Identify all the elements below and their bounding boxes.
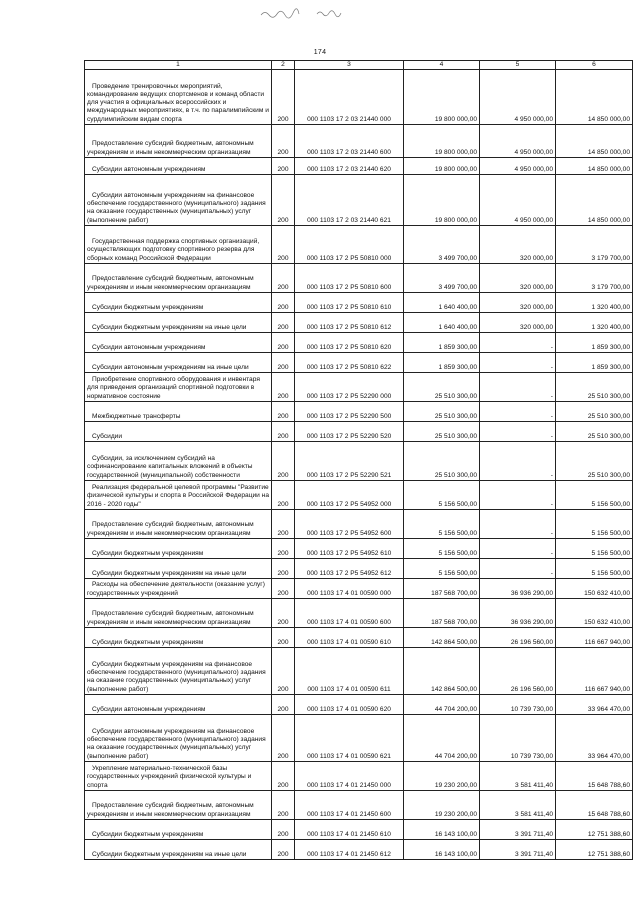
row-name-text: Субсидии автономным учреждениям	[92, 705, 206, 713]
row-column2-cell: 200	[272, 481, 295, 510]
row-column5-value: 320 000,00	[480, 293, 556, 313]
row-column5-value: 10 739 730,00	[480, 715, 556, 762]
column-header: 1	[85, 61, 272, 70]
row-column6-value: 5 156 500,00	[556, 481, 633, 510]
row-column2-cell: 200	[272, 333, 295, 353]
row-code-cell: 000 1103 17 2 03 21440 621	[295, 175, 404, 226]
row-name-text: Субсидии бюджетным учреждениям на иные цели	[92, 850, 247, 858]
row-column6-value: 25 510 300,00	[556, 422, 633, 442]
row-name-cell	[85, 840, 272, 860]
row-name-cell	[85, 353, 272, 373]
row-name-cell	[85, 579, 272, 599]
row-column2-cell: 200	[272, 125, 295, 158]
row-code-cell: 000 1103 17 4 01 00590 620	[295, 695, 404, 715]
row-name-cell	[85, 648, 272, 695]
row-column5-value: 26 196 560,00	[480, 628, 556, 648]
row-name-cell	[85, 333, 272, 353]
row-name-text: Субсидии бюджетным учреждениям на иные цели	[92, 323, 247, 331]
row-column5-value: -	[480, 442, 556, 481]
row-code-cell: 000 1103 17 4 01 21450 610	[295, 820, 404, 840]
row-code-cell: 000 1103 17 2 03 21440 600	[295, 125, 404, 158]
row-column6-value: 1 859 300,00	[556, 333, 633, 353]
table-row	[85, 762, 633, 791]
row-column4-value: 19 230 200,00	[404, 762, 480, 791]
table-row	[85, 293, 633, 313]
row-column2-cell: 200	[272, 599, 295, 628]
row-name-cell	[85, 695, 272, 715]
table-row	[85, 175, 633, 226]
row-column5-value: -	[480, 333, 556, 353]
row-name-text: Реализация федеральной целевой программы "Развитие физической культуры и спорта в Российской Федерации на 2016 - 2020 годы"	[87, 484, 269, 508]
row-name-text: Субсидии автономным учреждениям	[92, 343, 206, 351]
column-number-header-row	[85, 61, 633, 70]
row-code-cell: 000 1103 17 4 01 00590 600	[295, 599, 404, 628]
row-column4-value: 3 499 700,00	[404, 226, 480, 264]
row-column5-value: 36 936 290,00	[480, 579, 556, 599]
row-name-text: Субсидии бюджетным учреждениям	[92, 303, 204, 311]
row-name-text: Субсидии, за исключением субсидий на софинансирование капитальных вложений в объекты государственной (муниципальной) собственности	[87, 455, 253, 479]
row-column5-value: 4 950 000,00	[480, 70, 556, 125]
row-name-cell	[85, 264, 272, 293]
row-column4-value: 19 800 000,00	[404, 175, 480, 226]
row-name-text: Субсидии бюджетным учреждениям	[92, 830, 204, 838]
row-column6-value: 1 320 400,00	[556, 293, 633, 313]
row-name-cell	[85, 539, 272, 559]
row-column5-value: 4 950 000,00	[480, 158, 556, 175]
table-row	[85, 559, 633, 579]
row-column4-value: 1 640 400,00	[404, 293, 480, 313]
row-column5-value: -	[480, 422, 556, 442]
row-column2-cell: 200	[272, 353, 295, 373]
row-code-cell: 000 1103 17 2 P5 50810 600	[295, 264, 404, 293]
table-row	[85, 599, 633, 628]
row-column5-value: -	[480, 481, 556, 510]
row-name-cell	[85, 510, 272, 539]
row-column2-cell: 200	[272, 648, 295, 695]
row-code-cell: 000 1103 17 4 01 00590 000	[295, 579, 404, 599]
row-column6-value: 1 859 300,00	[556, 353, 633, 373]
row-name-text: Предоставление субсидий бюджетным, автономным учреждениям и иным некоммерческим организациям	[87, 802, 254, 818]
row-column4-value: 5 156 500,00	[404, 510, 480, 539]
row-column6-value: 33 964 470,00	[556, 695, 633, 715]
row-column4-value: 16 143 100,00	[404, 820, 480, 840]
row-name-text: Проведение тренировочных мероприятий, командирование ведущих спортсменов и команд области для участия в официальных всероссийских и международных мероприятиях, в т.ч. по паралимпийским и сурдлимпийским видам спорта	[87, 82, 269, 123]
row-column6-value: 33 964 470,00	[556, 715, 633, 762]
row-column5-value: -	[480, 510, 556, 539]
row-column2-cell: 200	[272, 313, 295, 333]
row-name-cell	[85, 791, 272, 820]
row-column2-cell: 200	[272, 539, 295, 559]
row-column6-value: 25 510 300,00	[556, 373, 633, 402]
row-name-text: Государственная поддержка спортивных организаций, осуществляющих подготовку спортивного резерва для сборных команд Российской Федерации	[87, 238, 260, 262]
row-name-cell	[85, 313, 272, 333]
table-row	[85, 840, 633, 860]
table-row	[85, 158, 633, 175]
row-column6-value: 14 850 000,00	[556, 158, 633, 175]
column-header: 5	[480, 61, 556, 70]
row-column2-cell: 200	[272, 422, 295, 442]
row-column6-value: 14 850 000,00	[556, 70, 633, 125]
row-column2-cell: 200	[272, 715, 295, 762]
row-name-cell	[85, 125, 272, 158]
row-column5-value: 320 000,00	[480, 226, 556, 264]
row-code-cell: 000 1103 17 2 P5 54952 000	[295, 481, 404, 510]
row-column4-value: 16 143 100,00	[404, 840, 480, 860]
table-row	[85, 791, 633, 820]
row-column5-value: 3 391 711,40	[480, 820, 556, 840]
row-column4-value: 25 510 300,00	[404, 402, 480, 422]
row-column5-value: -	[480, 559, 556, 579]
row-column2-cell: 200	[272, 175, 295, 226]
row-column4-value: 3 499 700,00	[404, 264, 480, 293]
row-column4-value: 1 859 300,00	[404, 333, 480, 353]
row-column6-value: 1 320 400,00	[556, 313, 633, 333]
column-header: 4	[404, 61, 480, 70]
table-row	[85, 402, 633, 422]
row-column4-value: 187 568 700,00	[404, 579, 480, 599]
table-body	[85, 70, 633, 860]
row-name-cell	[85, 481, 272, 510]
row-name-text: Субсидии бюджетным учреждениям	[92, 549, 204, 557]
row-code-cell: 000 1103 17 4 01 21450 600	[295, 791, 404, 820]
row-column5-value: 320 000,00	[480, 313, 556, 333]
row-column2-cell: 200	[272, 226, 295, 264]
row-name-text: Предоставление субсидий бюджетным, автономным учреждениям и иным некоммерческим организациям	[87, 275, 254, 291]
row-name-cell	[85, 70, 272, 125]
row-name-cell	[85, 293, 272, 313]
table-row	[85, 510, 633, 539]
row-column2-cell: 200	[272, 373, 295, 402]
column-header: 6	[556, 61, 633, 70]
row-code-cell: 000 1103 17 2 03 21440 620	[295, 158, 404, 175]
row-name-text: Субсидии бюджетным учреждениям на иные цели	[92, 569, 247, 577]
row-name-text: Предоставление субсидий бюджетным, автономным учреждениям и иным некоммерческим организациям	[87, 521, 254, 537]
row-column6-value: 5 156 500,00	[556, 510, 633, 539]
row-column6-value: 5 156 500,00	[556, 539, 633, 559]
row-name-cell	[85, 599, 272, 628]
table-row	[85, 264, 633, 293]
row-column4-value: 187 568 700,00	[404, 599, 480, 628]
row-column6-value: 15 648 788,60	[556, 791, 633, 820]
row-column4-value: 1 640 400,00	[404, 313, 480, 333]
row-column4-value: 19 800 000,00	[404, 70, 480, 125]
row-column4-value: 25 510 300,00	[404, 422, 480, 442]
row-column4-value: 5 156 500,00	[404, 539, 480, 559]
table-row	[85, 579, 633, 599]
row-code-cell: 000 1103 17 4 01 21450 612	[295, 840, 404, 860]
row-column5-value: 4 950 000,00	[480, 175, 556, 226]
row-column2-cell: 200	[272, 762, 295, 791]
row-column6-value: 12 751 388,60	[556, 840, 633, 860]
row-code-cell: 000 1103 17 2 P5 50810 620	[295, 333, 404, 353]
row-name-cell	[85, 715, 272, 762]
row-column4-value: 44 704 200,00	[404, 715, 480, 762]
row-code-cell: 000 1103 17 2 P5 54952 610	[295, 539, 404, 559]
row-name-text: Приобретение спортивного оборудования и инвентаря для приведения организаций спортивной подготовки в нормативное состояние	[87, 376, 260, 400]
table-row	[85, 70, 633, 125]
row-code-cell: 000 1103 17 2 P5 54952 600	[295, 510, 404, 539]
table-row	[85, 481, 633, 510]
row-column4-value: 19 230 200,00	[404, 791, 480, 820]
row-code-cell: 000 1103 17 2 P5 50810 000	[295, 226, 404, 264]
row-column5-value: 320 000,00	[480, 264, 556, 293]
row-name-cell	[85, 158, 272, 175]
row-column2-cell: 200	[272, 840, 295, 860]
row-column4-value: 25 510 300,00	[404, 442, 480, 481]
page-number: 174	[313, 49, 327, 56]
row-column2-cell: 200	[272, 510, 295, 539]
row-code-cell: 000 1103 17 4 01 00590 610	[295, 628, 404, 648]
row-column6-value: 3 179 700,00	[556, 226, 633, 264]
row-name-cell	[85, 762, 272, 791]
row-name-text: Субсидии автономным учреждениям на финансовое обеспечение государственного (муниципального) задания на оказание государственных (муниципальных) услуг (выполнение работ)	[87, 191, 266, 224]
row-column6-value: 25 510 300,00	[556, 402, 633, 422]
row-code-cell: 000 1103 17 4 01 21450 000	[295, 762, 404, 791]
row-column2-cell: 200	[272, 70, 295, 125]
table-row	[85, 353, 633, 373]
row-column2-cell: 200	[272, 559, 295, 579]
row-name-cell	[85, 226, 272, 264]
row-code-cell: 000 1103 17 2 P5 52290 521	[295, 442, 404, 481]
row-column6-value: 3 179 700,00	[556, 264, 633, 293]
row-name-cell	[85, 422, 272, 442]
row-column5-value: 3 581 411,40	[480, 762, 556, 791]
row-column6-value: 150 632 410,00	[556, 599, 633, 628]
row-code-cell: 000 1103 17 2 P5 50810 622	[295, 353, 404, 373]
row-column4-value: 19 800 000,00	[404, 158, 480, 175]
row-column4-value: 5 156 500,00	[404, 481, 480, 510]
row-column4-value: 44 704 200,00	[404, 695, 480, 715]
row-column2-cell: 200	[272, 402, 295, 422]
row-column6-value: 150 632 410,00	[556, 579, 633, 599]
row-name-cell	[85, 373, 272, 402]
table-row	[85, 373, 633, 402]
row-name-cell	[85, 628, 272, 648]
row-column6-value: 25 510 300,00	[556, 442, 633, 481]
row-name-text: Предоставление субсидий бюджетным, автономным учреждениям и иным некоммерческим организациям	[87, 140, 254, 156]
row-column2-cell: 200	[272, 293, 295, 313]
row-column5-value: -	[480, 539, 556, 559]
table-row	[85, 125, 633, 158]
row-column5-value: -	[480, 402, 556, 422]
row-name-text: Субсидии бюджетным учреждениям на финансовое обеспечение государственного (муниципального) задания на оказание государственных (муниципальных) услуг (выполнение работ)	[87, 660, 266, 693]
row-name-text: Предоставление субсидий бюджетным, автономным учреждениям и иным некоммерческим организациям	[87, 610, 254, 626]
row-column6-value: 14 850 000,00	[556, 125, 633, 158]
row-column2-cell: 200	[272, 695, 295, 715]
row-name-text: Укрепление материально-технической базы государственных учреждений физической культуры и спорта	[87, 765, 252, 789]
row-column2-cell: 200	[272, 442, 295, 481]
row-code-cell: 000 1103 17 2 P5 50810 612	[295, 313, 404, 333]
row-column5-value: -	[480, 373, 556, 402]
table-row	[85, 226, 633, 264]
column-header: 2	[272, 61, 295, 70]
row-column4-value: 142 864 500,00	[404, 628, 480, 648]
row-column2-cell: 200	[272, 791, 295, 820]
row-column4-value: 25 510 300,00	[404, 373, 480, 402]
row-name-cell	[85, 820, 272, 840]
row-column6-value: 116 667 940,00	[556, 628, 633, 648]
row-column2-cell: 200	[272, 158, 295, 175]
row-name-text: Субсидии автономным учреждениям на финансовое обеспечение государственного (муниципального) задания на оказание государственных (муниципальных) услуг (выполнение работ)	[87, 727, 266, 760]
table-row	[85, 422, 633, 442]
row-code-cell: 000 1103 17 2 P5 52290 520	[295, 422, 404, 442]
row-column2-cell: 200	[272, 579, 295, 599]
row-name-cell	[85, 402, 272, 422]
row-column5-value: 3 391 711,40	[480, 840, 556, 860]
row-column4-value: 5 156 500,00	[404, 559, 480, 579]
row-name-text: Субсидии бюджетным учреждениям	[92, 638, 204, 646]
row-name-text: Межбюджетные трансферты	[92, 412, 181, 420]
column-header: 3	[295, 61, 404, 70]
row-column2-cell: 200	[272, 264, 295, 293]
row-column2-cell: 200	[272, 820, 295, 840]
row-code-cell: 000 1103 17 2 P5 54952 612	[295, 559, 404, 579]
row-column6-value: 14 850 000,00	[556, 175, 633, 226]
row-code-cell: 000 1103 17 2 P5 50810 610	[295, 293, 404, 313]
row-column5-value: 26 196 560,00	[480, 648, 556, 695]
row-name-text: Субсидии автономным учреждениям на иные цели	[92, 363, 249, 371]
row-column5-value: 3 581 411,40	[480, 791, 556, 820]
scan-marks	[255, 6, 365, 20]
row-column6-value: 12 751 388,60	[556, 820, 633, 840]
table-row	[85, 695, 633, 715]
row-column5-value: 4 950 000,00	[480, 125, 556, 158]
row-code-cell: 000 1103 17 2 03 21440 000	[295, 70, 404, 125]
row-column6-value: 15 648 788,60	[556, 762, 633, 791]
row-column5-value: 10 739 730,00	[480, 695, 556, 715]
row-name-text: Субсидии	[92, 432, 123, 440]
row-code-cell: 000 1103 17 2 P5 52290 500	[295, 402, 404, 422]
row-column4-value: 142 864 500,00	[404, 648, 480, 695]
table-row	[85, 820, 633, 840]
table-row	[85, 333, 633, 353]
row-code-cell: 000 1103 17 4 01 00590 611	[295, 648, 404, 695]
row-column5-value: 36 936 290,00	[480, 599, 556, 628]
table-row	[85, 539, 633, 559]
row-column5-value: -	[480, 353, 556, 373]
row-name-cell	[85, 442, 272, 481]
table-row	[85, 313, 633, 333]
table-row	[85, 715, 633, 762]
row-name-text: Расходы на обеспечение деятельности (оказание услуг) государственных учреждений	[87, 581, 265, 597]
row-column6-value: 116 667 940,00	[556, 648, 633, 695]
row-column6-value: 5 156 500,00	[556, 559, 633, 579]
row-column4-value: 1 859 300,00	[404, 353, 480, 373]
budget-table	[84, 60, 633, 860]
row-column4-value: 19 800 000,00	[404, 125, 480, 158]
table-row	[85, 648, 633, 695]
row-name-text: Субсидии автономным учреждениям	[92, 165, 206, 173]
row-column2-cell: 200	[272, 628, 295, 648]
table-row	[85, 442, 633, 481]
row-code-cell: 000 1103 17 2 P5 52290 000	[295, 373, 404, 402]
row-name-cell	[85, 175, 272, 226]
table-row	[85, 628, 633, 648]
row-code-cell: 000 1103 17 4 01 00590 621	[295, 715, 404, 762]
row-name-cell	[85, 559, 272, 579]
